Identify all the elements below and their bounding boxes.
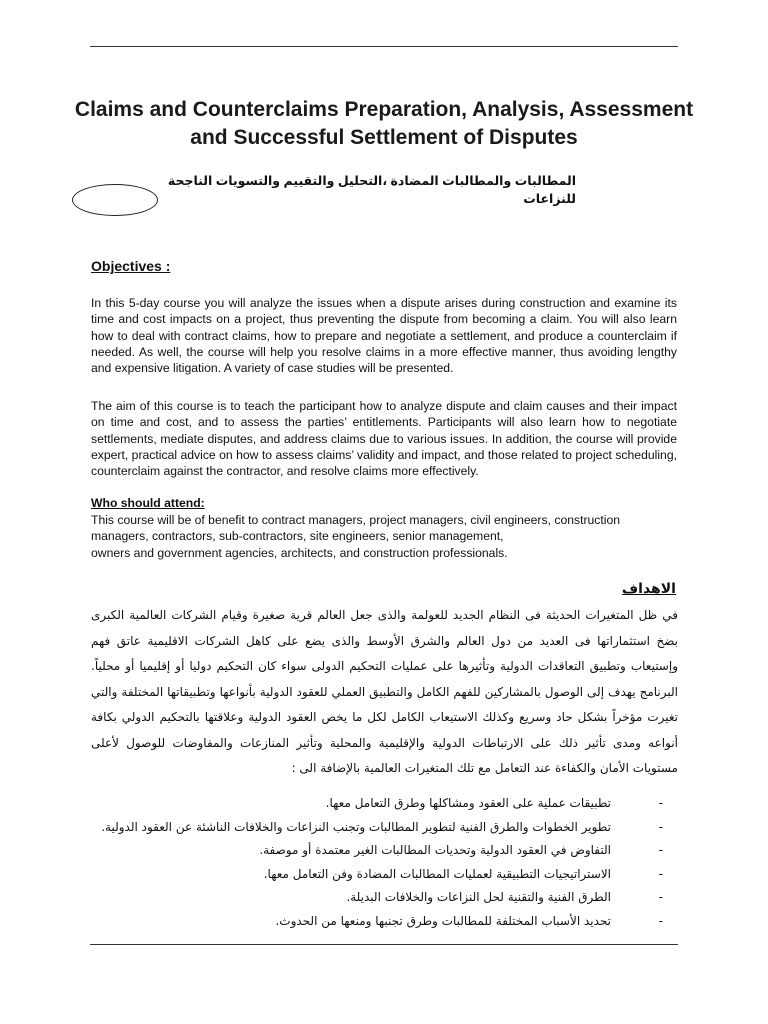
list-item-text: التفاوض في العقود الدولية وتحديات المطالبات الغير معتمدة أو موصفة. [259, 843, 611, 857]
top-rule [90, 46, 678, 47]
list-item [100, 816, 663, 840]
who-should-attend-line-1: This course will be of benefit to contract managers, project managers, civil engineers, construction managers, contractors, sub-contractors, site engineers, senior management, [91, 513, 621, 544]
list-item [100, 910, 663, 934]
arabic-objectives-heading: الاهداف [621, 580, 676, 596]
list-item [100, 792, 663, 816]
list-item-text: الاستراتيجيات التطبيقية لعمليات المطالبات المضادة وفن التعامل معها. [263, 866, 611, 881]
ellipse-shape [72, 184, 158, 216]
who-should-attend-heading: Who should attend: [91, 496, 205, 510]
objectives-paragraph-1: In this 5-day course you will analyze the issues when a dispute arises during construction and examine its time and cost impacts on a project, thus preventing the dispute from becoming a claim. You will also learn how to deal with contract claims, how to prepare and negotiate a settlement, and produce a counterclaim if needed. As well, the course will help you resolve claims in a more effective manner, thus avoiding lengthy and expensive litigation. A variety of case studies will be presented. [91, 296, 677, 376]
page-title: Claims and Counterclaims Preparation, Analysis, Assessment and Successful Settlement of Disputes [74, 98, 694, 149]
objectives-paragraph-2: The aim of this course is to teach the participant how to analyze dispute and claim causes and their impact on time and cost, and to assess the parties’ entitlements. Participants will also learn how to negotiate settlements, mediate disputes, and address claims due to various issues. In addition, the course will provide expert, practical advice on how to assess claims’ validity and impact, and those related to project scheduling, counterclaim against the contractor, and resolve claims more effectively. [91, 399, 677, 479]
arabic-objectives-list [100, 792, 663, 933]
who-should-attend-text [91, 512, 677, 561]
list-bullet: - [658, 843, 663, 857]
bottom-rule [90, 944, 678, 945]
list-item-text: الطرق الفنية والتقنية لحل النزاعات والخلافات البديلة. [346, 890, 611, 904]
objectives-heading: Objectives : [91, 258, 171, 274]
arabic-objectives-paragraph: في ظل المتغيرات الحديثة فى النظام الجديد للعولمة والذى جعل العالم قرية صغيرة وقيام الشركات العالمية الكبرى بضخ استثماراتها فى العديد من دول العالم والشرق الأوسط والذى يضع على كاهل الشركات الاقليمية عاتق فهم وإستيعاب وتطبيق التعاقدات الدولية وتأثيرها على عمليات التحكيم الدولى سواء كان التحكيم دوليا أو إقليميا أو محلياً. البرنامج يهدف إلى الوصول بالمشاركين للفهم الكامل والتطبيق العملي للعقود الدولية بأنواعها وتطبيقاتها المختلفة والتي تغيرت مؤخراً بشكل حاد وسريع وكذلك الاستيعاب الكامل لكل ما يخص العقود الدولية وعلاقتها بالتحكيم الدولي بكافة أنواعه ومدى تأثير ذلك على الارتباطات الدولية والإقليمية والمحلية وتأثير المنازعات والمفاوضات للوصول لأعلى مستويات الأمان والكفاءة عند التعامل مع تلك المتغيرات العالمية بالإضافة الى : [91, 608, 678, 775]
list-bullet: - [658, 890, 663, 904]
list-item-text: تحديد الأسباب المختلفة للمطالبات وطرق تجنبها ومنعها من الحدوث. [275, 913, 611, 928]
who-should-attend-line-2: owners and government agencies, architects, and construction professionals. [91, 545, 508, 560]
list-bullet: - [658, 913, 663, 928]
list-item-text: تطبيقات عملية على العقود ومشاكلها وطرق التعامل معها. [325, 796, 611, 810]
list-item [100, 839, 663, 863]
list-item [100, 886, 663, 910]
list-item [100, 863, 663, 887]
list-bullet: - [658, 866, 663, 881]
arabic-subtitle: المطالبات والمطالبات المضادة ،التحليل والتقييم والتسويات الناجحة للنزاعات [167, 174, 576, 206]
list-item-text: تطوير الخطوات والطرق الفنية لتطوير المطالبات وتجنب النزاعات والخلافات الناشئة عن العقود الدولية. [101, 819, 611, 834]
list-bullet: - [658, 819, 663, 834]
list-bullet: - [658, 796, 663, 810]
